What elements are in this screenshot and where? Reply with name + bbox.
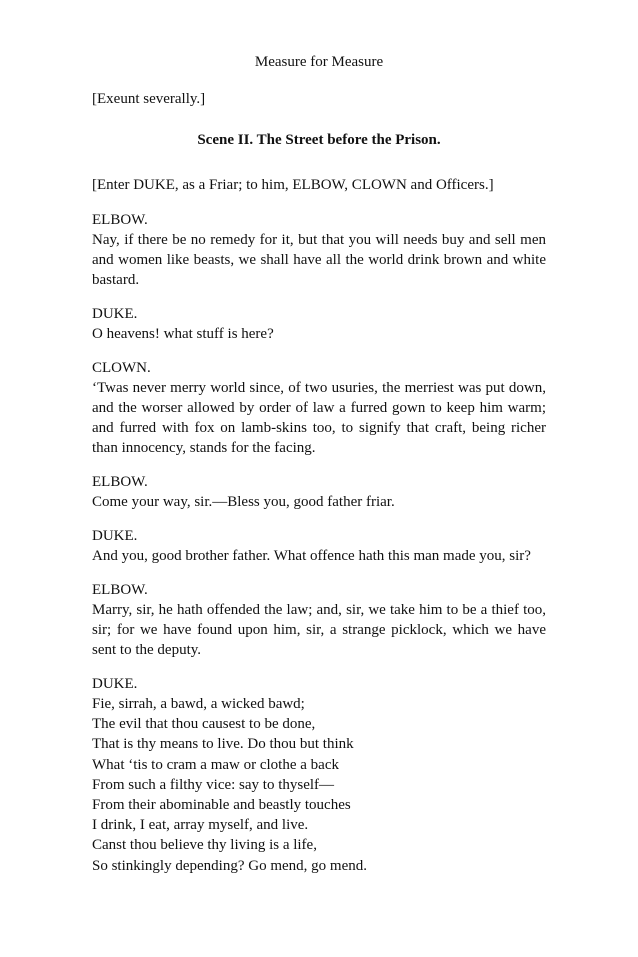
speech-block [92,210,546,290]
speech-text: And you, good brother father. What offence hath this man made you, sir? [92,548,531,564]
verse-line: Fie, sirrah, a bawd, a wicked bawd; [92,696,305,712]
speaker-name: CLOWN. [92,360,151,376]
verse-line: So stinkingly depending? Go mend, go mend. [92,857,367,874]
speech-text: ‘Twas never merry world since, of two usuries, the merriest was put down, and the worser allowed by order of law a furred gown to keep him warm; and furred with fox on lamb-skins too, to signify that craft, being richer than innocency, stands for the facing. [92,380,546,456]
verse-line: From such a filthy vice: say to thyself— [92,776,335,793]
speech-text: Marry, sir, he hath offended the law; and, sir, we take him to be a thief too, sir; for we have found upon him, sir, a strange picklock, which we have sent to the deputy. [92,602,546,658]
speech-text: O heavens! what stuff is here? [92,326,274,342]
enter-stage-direction: [Enter DUKE, as a Friar; to him, ELBOW, CLOWN and Officers.] [92,177,494,193]
speech-block [92,304,546,344]
speaker-name: DUKE. [92,676,138,692]
verse-line: The evil that thou causest to be done, [92,716,316,733]
verse-line: From their abominable and beastly touches [92,797,351,814]
verse-line: I drink, I eat, array myself, and live. [92,817,309,834]
speaker-name: ELBOW. [92,582,148,598]
speaker-name: ELBOW. [92,212,148,228]
speech-text: Nay, if there be no remedy for it, but that you will needs buy and sell men and women like beasts, we shall have all the world drink brown and white bastard. [92,232,546,288]
running-title: Measure for Measure [254,54,384,70]
speaker-name: ELBOW. [92,474,148,490]
document-page [92,52,546,890]
speech-block [92,472,546,512]
speaker-name: DUKE. [92,306,138,322]
speech-block [92,580,546,660]
speaker-name: DUKE. [92,528,138,544]
verse-line: Canst thou believe thy living is a life, [92,837,317,854]
exit-stage-direction: [Exeunt severally.] [92,91,206,107]
verse-speech-block [92,674,546,876]
verse-line: What ‘tis to cram a maw or clothe a back [92,756,339,773]
speech-text: Come your way, sir.—Bless you, good father friar. [92,494,395,510]
scene-heading: Scene II. The Street before the Prison. [197,132,441,148]
speech-block [92,358,546,458]
speech-block [92,526,546,566]
verse-line: That is thy means to live. Do thou but think [92,736,354,753]
